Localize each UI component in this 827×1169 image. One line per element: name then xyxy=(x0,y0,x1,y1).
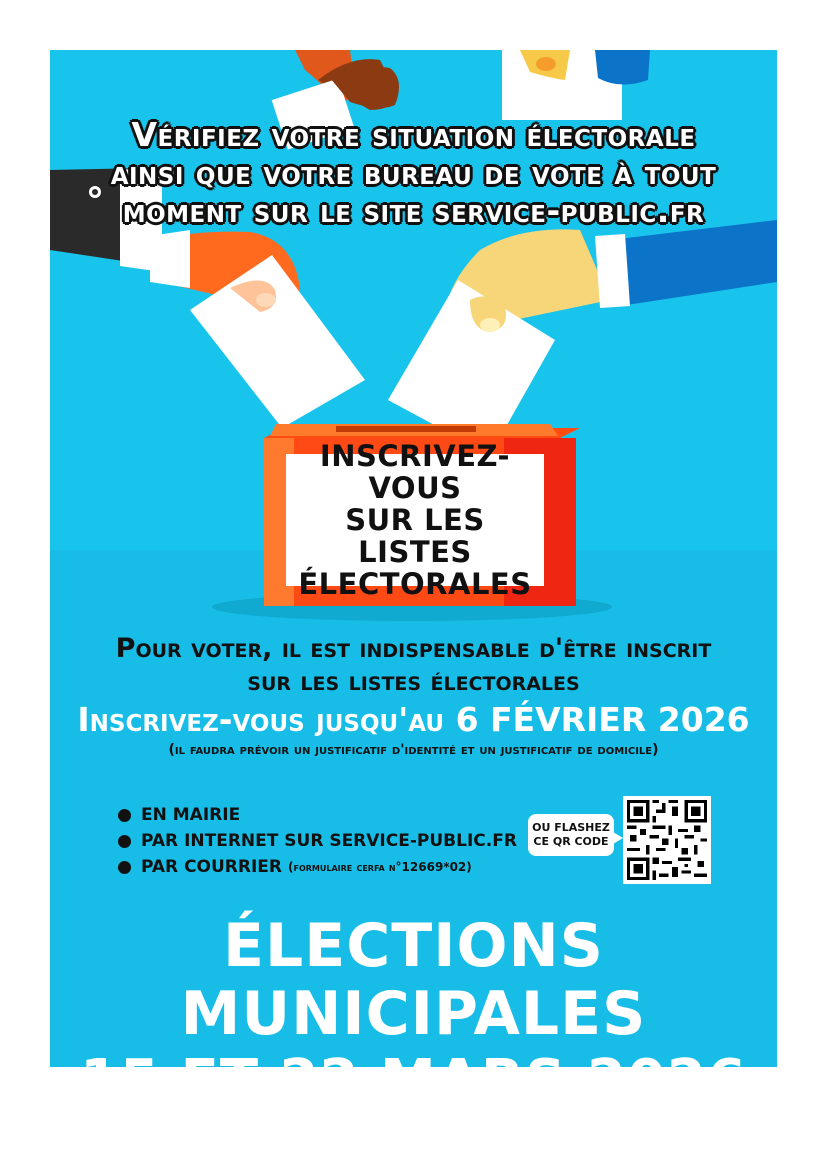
list-item-mairie xyxy=(118,802,538,828)
box-label-line-3: ÉLECTORALES xyxy=(298,567,532,601)
info-line-2: sur les listes électorales xyxy=(247,666,580,697)
ballot-box-label xyxy=(286,439,544,601)
event-dates: 15 ET 22 MARS 2026 xyxy=(80,1048,747,1113)
qr-code-icon[interactable] xyxy=(623,796,711,884)
list-item-courrier xyxy=(118,854,538,880)
list-item-internet xyxy=(118,828,538,854)
documents-note: (il faudra prévoir un justificatif d'identité et un justificatif de domicile) xyxy=(168,742,659,758)
method-label: EN MAIRIE xyxy=(141,805,241,825)
hand-right-blue-icon xyxy=(595,220,777,308)
box-label-line-2: SUR LES LISTES xyxy=(345,503,485,569)
hand-top-yellow-icon xyxy=(502,50,650,120)
qr-code-pattern xyxy=(627,800,707,880)
info-line-1: Pour voter, il est indispensable d'être inscrit xyxy=(115,633,712,664)
registration-info xyxy=(50,632,777,759)
event-title: ÉLECTIONS MUNICIPALES xyxy=(180,911,647,1049)
hand-right-yellow-icon xyxy=(388,229,610,455)
headline xyxy=(50,116,777,230)
bullet-dot-icon xyxy=(118,835,131,848)
bullet-dot-icon xyxy=(118,809,131,822)
headline-line-3: moment sur le site service-public.fr xyxy=(122,191,705,230)
headline-line-1: Vérifiez votre situation électorale xyxy=(131,115,696,154)
hand-left-orange-icon xyxy=(150,230,365,428)
qr-prompt-line-1: OU FLASHEZ xyxy=(532,821,610,834)
election-event xyxy=(50,912,777,1114)
election-poster xyxy=(50,50,777,1113)
registration-deadline: Inscrivez-vous jusqu'au 6 FÉVRIER 2026 xyxy=(77,700,750,739)
qr-prompt-line-2: CE QR CODE xyxy=(533,835,609,848)
qr-prompt-bubble xyxy=(528,814,614,856)
registration-methods-list xyxy=(118,802,538,880)
bullet-dot-icon xyxy=(118,861,131,874)
box-label-line-1: INSCRIVEZ-VOUS xyxy=(319,439,511,505)
method-label: PAR INTERNET SUR SERVICE-PUBLIC.FR xyxy=(141,831,517,851)
method-label: PAR COURRIER xyxy=(141,857,283,877)
headline-line-2: ainsi que votre bureau de vote à tout xyxy=(110,153,717,192)
method-detail: (formulaire cerfa n°12669*02) xyxy=(288,860,472,874)
